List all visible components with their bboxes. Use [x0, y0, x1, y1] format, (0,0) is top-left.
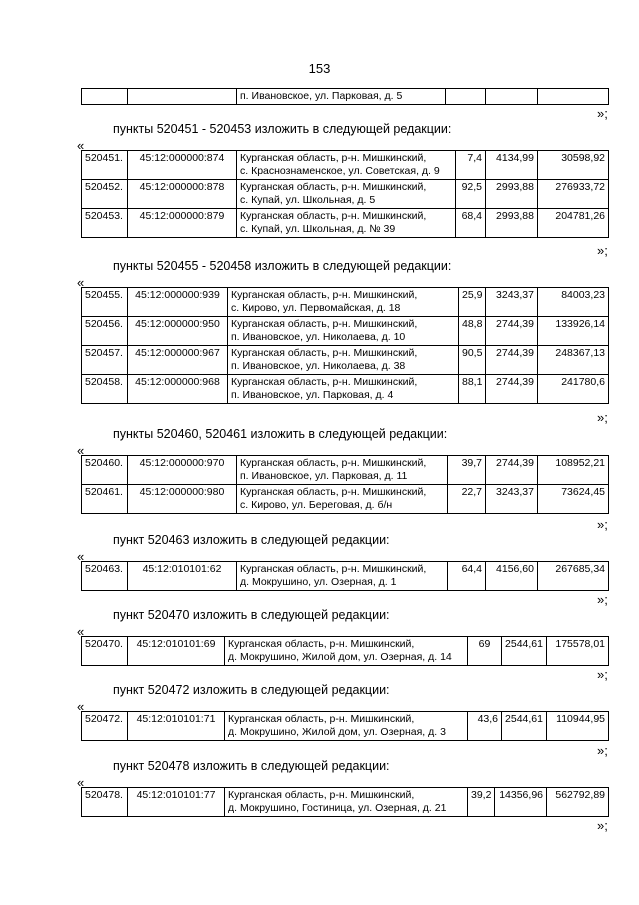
open-quote: «	[77, 138, 85, 153]
area-cell: 64,4	[448, 562, 486, 591]
num-cell: 520470.	[82, 637, 128, 666]
num-cell: 520453.	[82, 209, 128, 238]
address-line-1: Курганская область, р-н. Мишкинский,	[228, 638, 415, 650]
total-cell	[538, 89, 609, 105]
address-cell	[228, 317, 459, 346]
total-cell: 133926,14	[538, 317, 609, 346]
total-cell: 108952,21	[538, 456, 609, 485]
price-cell: 2744,39	[486, 375, 538, 404]
num-cell: 520451.	[82, 151, 128, 180]
section-table	[81, 636, 609, 666]
price-cell: 2744,39	[486, 317, 538, 346]
price-cell: 4156,60	[486, 562, 538, 591]
address-cell	[237, 456, 448, 485]
table-row	[82, 317, 609, 346]
num-cell: 520452.	[82, 180, 128, 209]
num-cell: 520478.	[82, 788, 128, 817]
total-cell: 175578,01	[547, 637, 609, 666]
cad-cell: 45:12:010101:77	[128, 788, 225, 817]
section-table	[81, 787, 609, 817]
address-cell	[225, 712, 468, 741]
table-row	[82, 637, 609, 666]
close-quote: »;	[597, 410, 608, 425]
total-cell: 562792,89	[547, 788, 609, 817]
cad-cell	[128, 89, 237, 105]
address-line-2: с. Купай, ул. Школьная, д. № 39	[240, 223, 396, 235]
address-cell	[237, 485, 448, 514]
section-title: пункт 520478 изложить в следующей редакции:	[113, 759, 390, 773]
num-cell: 520456.	[82, 317, 128, 346]
section-title: пункты 520455 - 520458 изложить в следующей редакции:	[113, 259, 452, 273]
area-cell: 39,7	[448, 456, 486, 485]
open-quote: «	[77, 549, 85, 564]
price-cell: 2993,88	[486, 209, 538, 238]
continuation-table	[81, 88, 609, 105]
cad-cell: 45:12:000000:950	[128, 317, 228, 346]
price-cell: 14356,96	[495, 788, 547, 817]
cad-cell: 45:12:010101:62	[128, 562, 237, 591]
section-table	[81, 287, 609, 404]
cad-cell: 45:12:000000:980	[128, 485, 237, 514]
price-cell: 3243,37	[486, 485, 538, 514]
area-cell: 7,4	[456, 151, 486, 180]
table-row	[82, 180, 609, 209]
total-cell: 267685,34	[538, 562, 609, 591]
table-row	[82, 456, 609, 485]
cad-cell: 45:12:000000:939	[128, 288, 228, 317]
section-table	[81, 711, 609, 741]
area-cell: 90,5	[459, 346, 486, 375]
close-quote: »;	[597, 592, 608, 607]
total-cell: 204781,26	[538, 209, 609, 238]
cad-cell: 45:12:000000:874	[128, 151, 237, 180]
table-row	[82, 151, 609, 180]
address-cell	[225, 637, 468, 666]
address-line-2: п. Ивановское, ул. Николаева, д. 10	[231, 331, 406, 343]
close-quote: »;	[597, 106, 608, 121]
address-line-1: Курганская область, р-н. Мишкинский,	[240, 181, 427, 193]
address-cell	[237, 562, 448, 591]
num-cell: 520458.	[82, 375, 128, 404]
num-cell: 520460.	[82, 456, 128, 485]
section-title: пункты 520460, 520461 изложить в следующей редакции:	[113, 427, 448, 441]
address-line-1: Курганская область, р-н. Мишкинский,	[240, 152, 427, 164]
address-line-2: д. Мокрушино, ул. Озерная, д. 1	[240, 576, 397, 588]
table-row	[82, 346, 609, 375]
open-quote: «	[77, 275, 85, 290]
area-cell: 92,5	[456, 180, 486, 209]
num-cell: 520472.	[82, 712, 128, 741]
address-cell	[237, 209, 456, 238]
price-cell: 2544,61	[502, 637, 547, 666]
area-cell: 68,4	[456, 209, 486, 238]
close-quote: »;	[597, 818, 608, 833]
address-line-2: с. Краснознаменское, ул. Советская, д. 9	[240, 165, 440, 177]
area-cell: 39,2	[468, 788, 495, 817]
cad-cell: 45:12:000000:878	[128, 180, 237, 209]
area-cell: 69	[468, 637, 502, 666]
address-line-1: Курганская область, р-н. Мишкинский,	[240, 210, 427, 222]
cad-cell: 45:12:000000:879	[128, 209, 237, 238]
address-line-1: Курганская область, р-н. Мишкинский,	[231, 318, 418, 330]
table-row	[82, 712, 609, 741]
table-row	[82, 485, 609, 514]
open-quote: «	[77, 775, 85, 790]
address-cell	[228, 288, 459, 317]
num-cell: 520463.	[82, 562, 128, 591]
section-title: пункт 520472 изложить в следующей редакции:	[113, 683, 390, 697]
area-cell: 22,7	[448, 485, 486, 514]
address-line-2: д. Мокрушино, Гостиница, ул. Озерная, д. 21	[228, 802, 447, 814]
table-row	[82, 788, 609, 817]
total-cell: 276933,72	[538, 180, 609, 209]
price-cell	[486, 89, 538, 105]
cad-cell: 45:12:010101:71	[128, 712, 225, 741]
price-cell: 2744,39	[486, 346, 538, 375]
price-cell: 2544,61	[502, 712, 547, 741]
address-cell	[228, 375, 459, 404]
price-cell: 2744,39	[486, 456, 538, 485]
total-cell: 84003,23	[538, 288, 609, 317]
address-cell: п. Ивановское, ул. Парковая, д. 5	[237, 89, 446, 105]
address-line-1: Курганская область, р-н. Мишкинский,	[228, 789, 415, 801]
table-row	[82, 375, 609, 404]
address-line-2: п. Ивановское, ул. Парковая, д. 4	[231, 389, 394, 401]
address-line-2: п. Ивановское, ул. Николаева, д. 38	[231, 360, 406, 372]
num-cell: 520457.	[82, 346, 128, 375]
table-row	[82, 562, 609, 591]
close-quote: »;	[597, 743, 608, 758]
address-line-2: д. Мокрушино, Жилой дом, ул. Озерная, д. 14	[228, 651, 452, 663]
address-line-1: Курганская область, р-н. Мишкинский,	[231, 347, 418, 359]
address-line-1: Курганская область, р-н. Мишкинский,	[240, 486, 427, 498]
section-table	[81, 561, 609, 591]
total-cell: 241780,6	[538, 375, 609, 404]
close-quote: »;	[597, 517, 608, 532]
close-quote: »;	[597, 243, 608, 258]
address-line-1: Курганская область, р-н. Мишкинский,	[240, 457, 427, 469]
area-cell: 25,9	[459, 288, 486, 317]
address-cell	[228, 346, 459, 375]
num-cell	[82, 89, 128, 105]
address-cell	[237, 180, 456, 209]
section-title: пункт 520470 изложить в следующей редакции:	[113, 608, 390, 622]
total-cell: 30598,92	[538, 151, 609, 180]
close-quote: »;	[597, 667, 608, 682]
open-quote: «	[77, 443, 85, 458]
address-line-2: п. Ивановское, ул. Парковая, д. 11	[240, 470, 408, 482]
page-number: 153	[308, 61, 331, 76]
area-cell	[446, 89, 486, 105]
open-quote: «	[77, 699, 85, 714]
section-table	[81, 150, 609, 238]
num-cell: 520461.	[82, 485, 128, 514]
area-cell: 88,1	[459, 375, 486, 404]
price-cell: 2993,88	[486, 180, 538, 209]
address-line-2: д. Мокрушино, Жилой дом, ул. Озерная, д. 3	[228, 726, 446, 738]
address-line-2: с. Кирово, ул. Первомайская, д. 18	[231, 302, 401, 314]
area-cell: 43,6	[468, 712, 502, 741]
total-cell: 248367,13	[538, 346, 609, 375]
total-cell: 73624,45	[538, 485, 609, 514]
cad-cell: 45:12:000000:968	[128, 375, 228, 404]
address-cell	[237, 151, 456, 180]
address-line-1: Курганская область, р-н. Мишкинский,	[228, 713, 415, 725]
table-row	[82, 89, 609, 105]
section-title: пункты 520451 - 520453 изложить в следующей редакции:	[113, 122, 452, 136]
address-line-1: Курганская область, р-н. Мишкинский,	[231, 376, 418, 388]
cad-cell: 45:12:000000:970	[128, 456, 237, 485]
section-table	[81, 455, 609, 514]
address-cell	[225, 788, 468, 817]
address-line-2: с. Купай, ул. Школьная, д. 5	[240, 194, 376, 206]
total-cell: 110944,95	[547, 712, 609, 741]
price-cell: 4134,99	[486, 151, 538, 180]
section-title: пункт 520463 изложить в следующей редакции:	[113, 533, 390, 547]
table-row	[82, 288, 609, 317]
address-line-1: Курганская область, р-н. Мишкинский,	[240, 563, 427, 575]
address-line-2: с. Кирово, ул. Береговая, д. б/н	[240, 499, 393, 511]
price-cell: 3243,37	[486, 288, 538, 317]
open-quote: «	[77, 624, 85, 639]
cad-cell: 45:12:000000:967	[128, 346, 228, 375]
num-cell: 520455.	[82, 288, 128, 317]
cad-cell: 45:12:010101:69	[128, 637, 225, 666]
area-cell: 48,8	[459, 317, 486, 346]
address-line-1: Курганская область, р-н. Мишкинский,	[231, 289, 418, 301]
table-row	[82, 209, 609, 238]
